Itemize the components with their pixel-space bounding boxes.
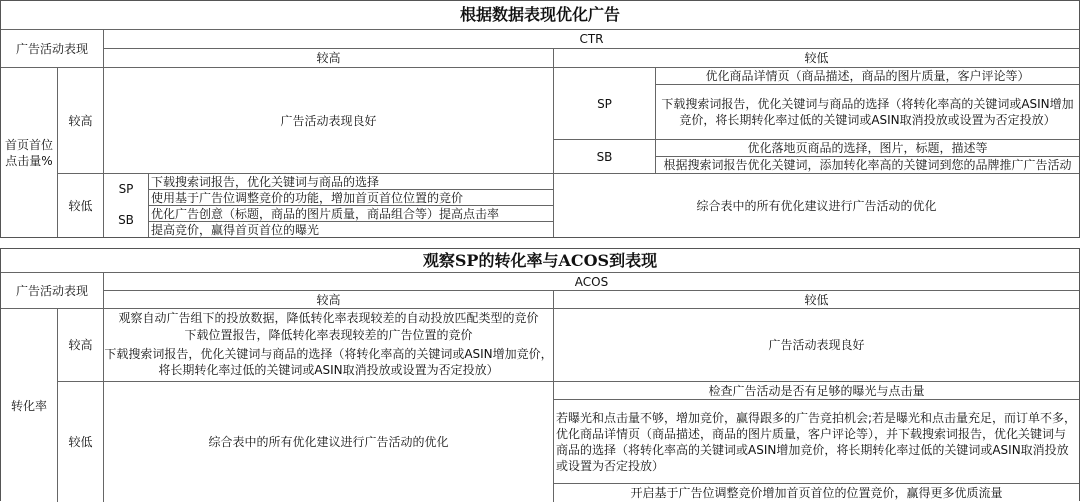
table2-ll-item: 若曝光和点击量不够，增加竞价，赢得跟多的广告竞拍机会;若是曝光和点击量充足，而订单不多，优化商品详情页（商品描述，商品的图片质量，客户评论等），并下载搜索词报告，优化关键词与商品的选择（将转化率高的关键词或ASIN增加竞价，将长期转化率过低的关键词或ASIN取消投放或设置为否定投放） [554,400,1079,484]
table1-hl-item: 优化落地页商品的选择，图片，标题，描述等 [656,140,1079,157]
table-sp-conversion-acos [0,248,1080,501]
table-optimize-ads [0,0,1080,238]
table2-ll-item: 检查广告活动是否有足够的曝光与点击量 [554,382,1079,400]
table1-col-metric: CTR [104,30,1079,49]
table1-lh-item: 优化广告创意（标题，商品的图片质量，商品组合等）提高点击率 [149,206,554,222]
table1-title: 根据数据表现优化广告 [1,1,1079,30]
table2-row-high: 较高 [58,309,104,382]
table1-col-low: 较低 [554,49,1079,68]
table2-col-high: 较高 [104,291,554,309]
table1-hl-item: 优化商品详情页（商品描述，商品的图片质量，客户评论等） [656,68,1079,85]
table1-col-high: 较高 [104,49,554,68]
table1-lh-sb-label: SB [104,203,149,237]
table2-title: 观察SP的转化率与ACOS到表现 [1,249,1079,273]
table2-row-low: 较低 [58,382,104,502]
table2-low-high: 综合表中的所有优化建议进行广告活动的优化 [104,382,554,502]
table1-row-metric: 首页首位点击量% [1,68,58,237]
table1-row-header: 广告活动表现 [1,30,104,68]
table1-row-low: 较低 [58,174,104,237]
table1-row-high: 较高 [58,68,104,174]
table1-high-high: 广告活动表现良好 [104,68,554,174]
table1-hl-sp-label: SP [554,68,656,140]
table1-hl-item: 根据搜索词报告优化关键词，添加转化率高的关键词到您的品牌推广广告活动 [656,157,1079,174]
table2-hh-item: 观察自动广告组下的投放数据，降低转化率表现较差的自动投放匹配类型的竞价 [104,309,554,326]
table2-hh-item: 下载搜索词报告，优化关键词与商品的选择（将转化率高的关键词或ASIN增加竞价，将长期转化率过低的关键词或ASIN取消投放或设置为否定投放） [104,343,554,382]
table2-hh-item: 下载位置报告，降低转化率表现较差的广告位置的竞价 [104,326,554,343]
table1-hl-item: 下载搜索词报告，优化关键词与商品的选择（将转化率高的关键词或ASIN增加竞价，将长期转化率过低的关键词或ASIN取消投放或设置为否定投放） [656,85,1079,140]
table2-high-low: 广告活动表现良好 [554,309,1079,382]
table1-lh-item: 下载搜索词报告，优化关键词与商品的选择 [149,174,554,190]
table1-lh-sp-label: SP [104,174,149,203]
table1-lh-item: 使用基于广告位调整竞价的功能，增加首页首位位置的竞价 [149,190,554,206]
table2-row-header: 广告活动表现 [1,273,104,309]
table2-row-metric: 转化率 [1,309,58,502]
table1-lh-item: 提高竞价，赢得首页首位的曝光 [149,222,554,237]
table2-col-low: 较低 [554,291,1079,309]
table1-hl-sb-label: SB [554,140,656,174]
table2-ll-item: 开启基于广告位调整竞价增加首页首位的位置竞价，赢得更多优质流量 [630,486,1003,500]
table2-col-metric: ACOS [104,273,1079,291]
table1-low-low: 综合表中的所有优化建议进行广告活动的优化 [696,198,937,213]
